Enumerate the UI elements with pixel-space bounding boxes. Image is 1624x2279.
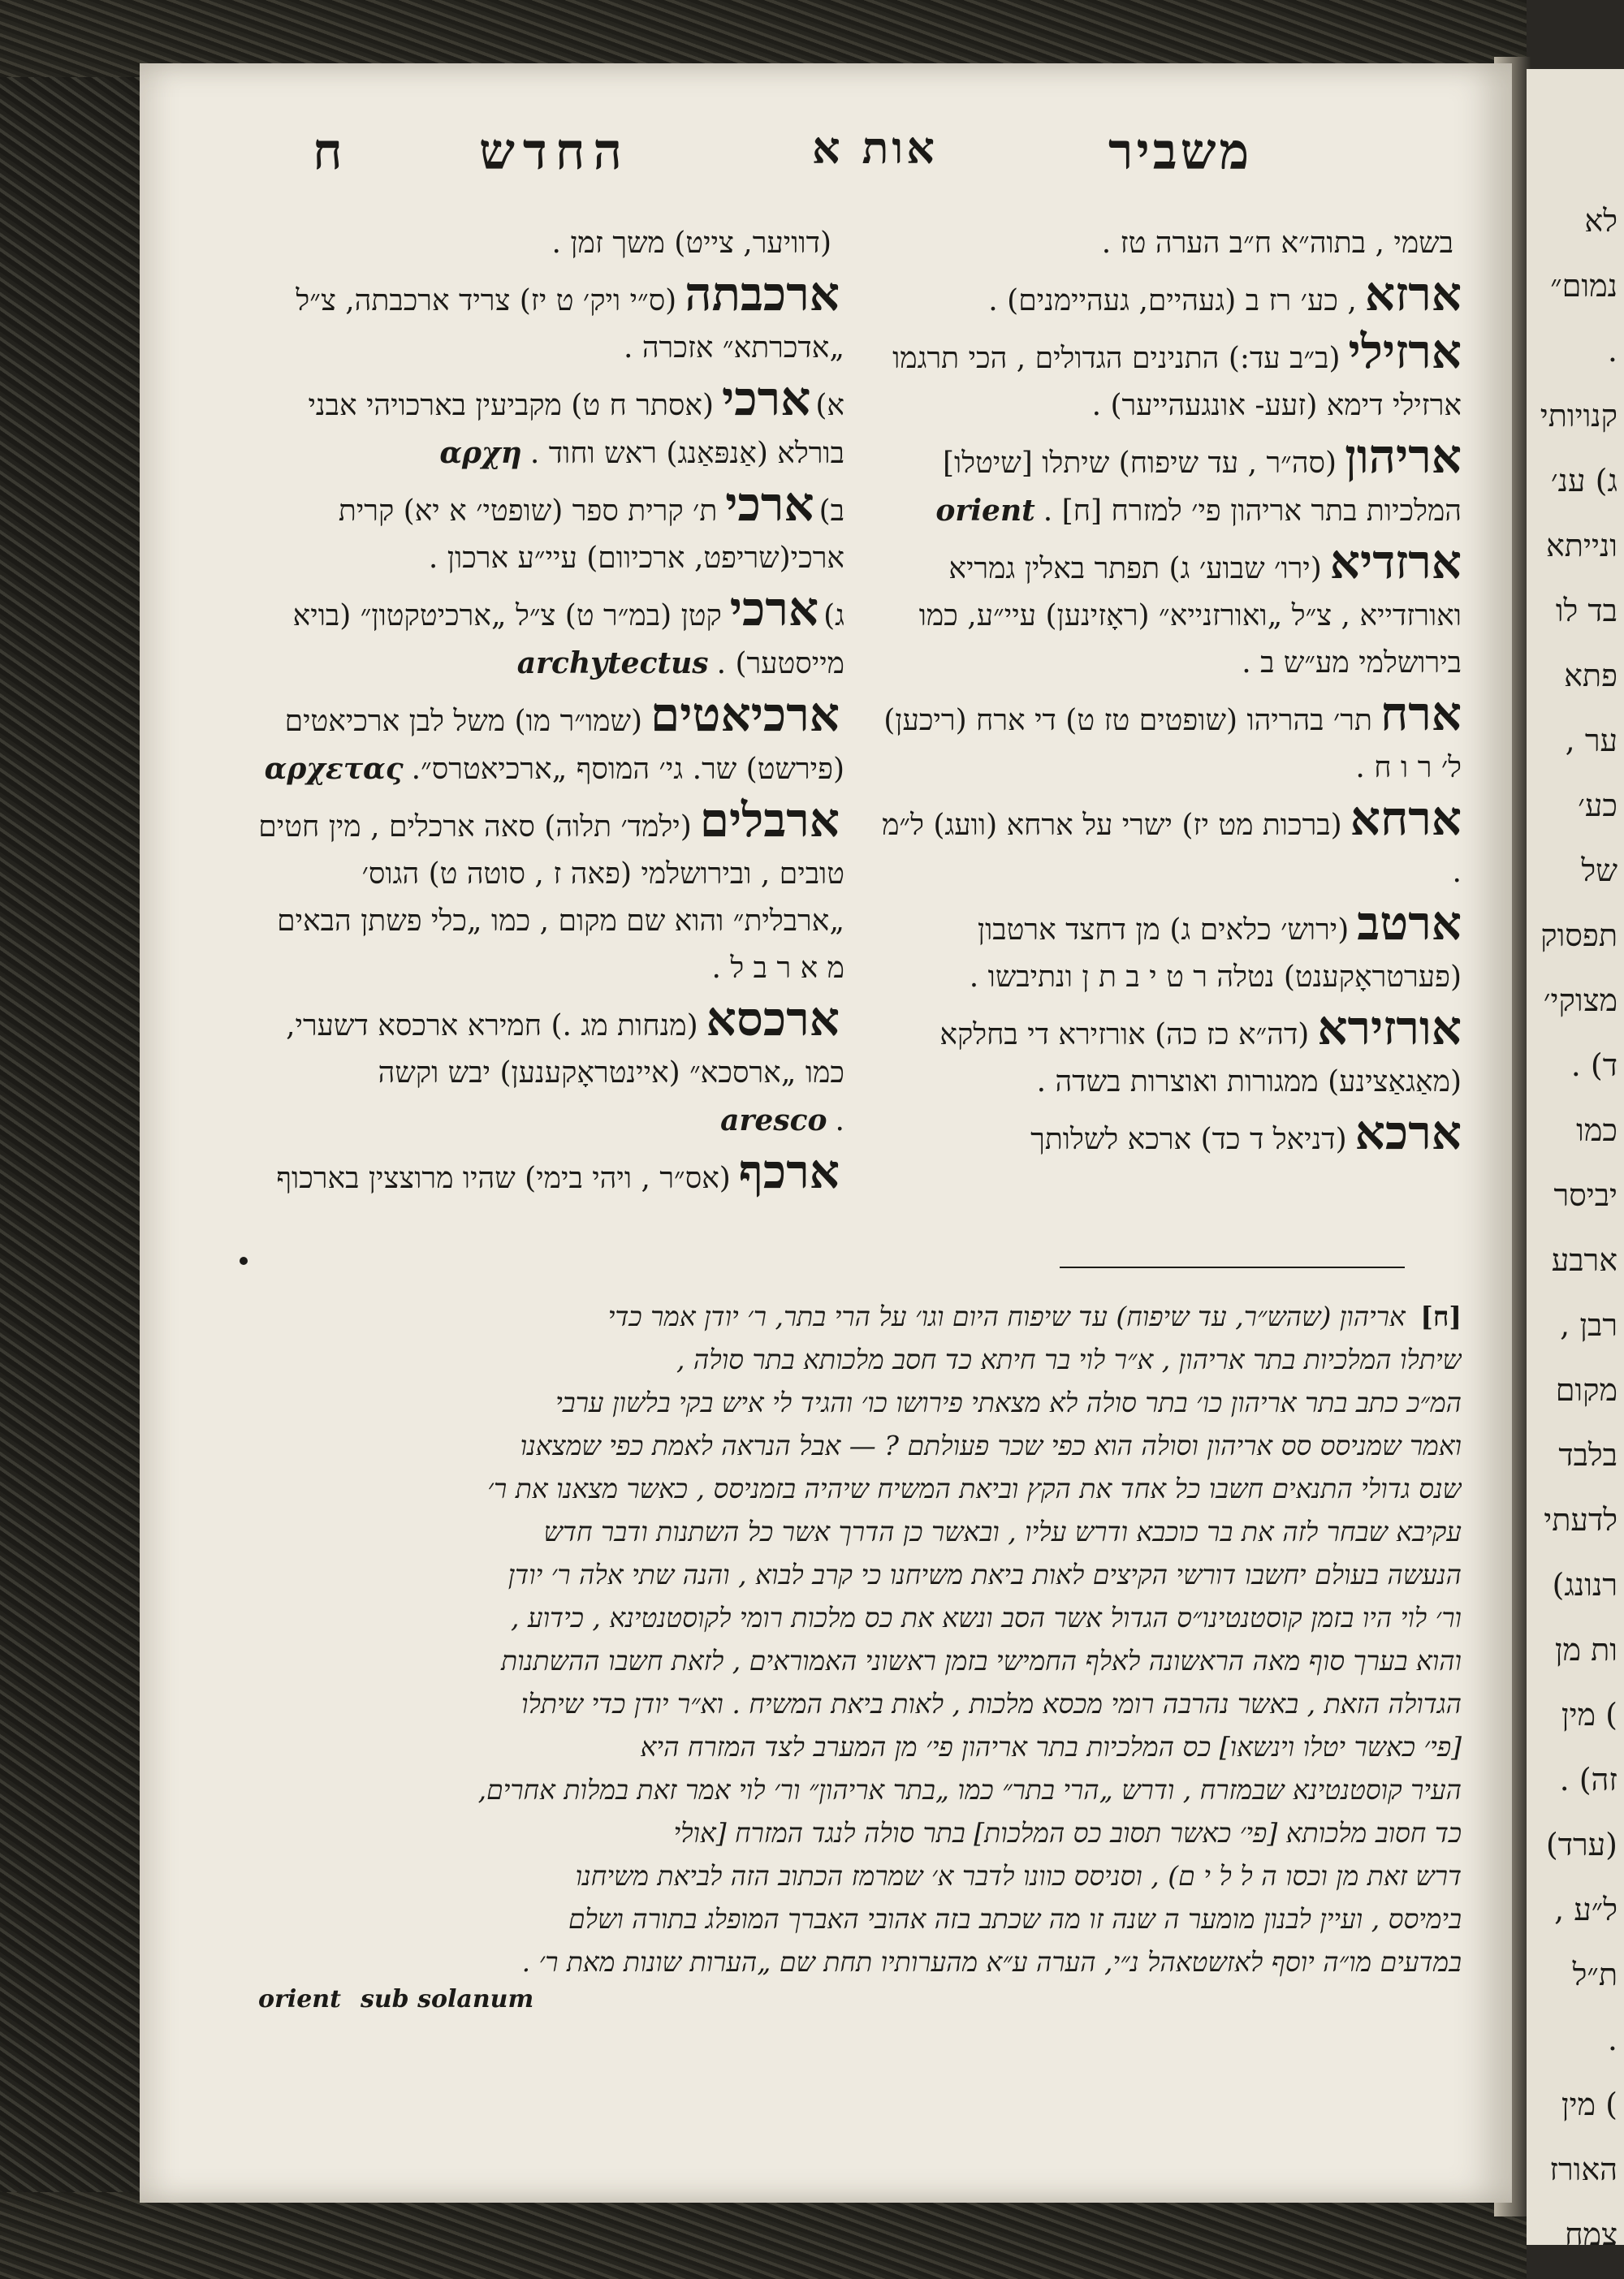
running-title-right: משביר xyxy=(1108,122,1253,181)
entry-definition: (ילמד׳ תלוה) סאה ארכלים , מין חטים טובים , ובירושלמי (פאה ז , סוטה ט) הגוס׳ „ארבלית״ והוא שם מקום , כמו „כלי פשתן הבאים מ א ר ב ל . xyxy=(258,810,844,985)
adjacent-page-fragment: בד לו xyxy=(1555,593,1618,628)
entry-definition: (ירו׳ שבוע׳ ג) תפתר באלין גמריא ואורזדייא , צ״ל „ואורזנייא״ (ראָזינען) עיי״ע, כמו בירושלמי מע״ש ב . xyxy=(918,552,1462,680)
footnote-line: שנס גדולי התנאים חשבו כל אחד את הקץ וביאת המשיח שיהיה בזמניסס , כאשר מצאנו את ר׳ xyxy=(487,1473,1462,1504)
entry-headword: ארכי xyxy=(722,371,811,426)
footnote-label: [ח] xyxy=(1420,1301,1462,1332)
entry-definition: (דניאל ד כד) ארכא לשלותך xyxy=(1030,1123,1347,1156)
entry-definition: (סה״ר , עד שיפוח) שיתלו [שיטלו] המלכיות בתר אריהון פי׳ למזרח [ח] . xyxy=(943,447,1462,528)
adjacent-page-fragment: צמח xyxy=(1565,2216,1618,2245)
footnote-line: העיר קוסטנטינא שבמזרח , ודרש „הרי בתר״ כמו „בתר אריהון״ ור׳ לוי אמר זאת במלות אחרים, xyxy=(477,1774,1462,1806)
footnote-line: המ״כ כתב בתר אריהון כו׳ בתר סולה לא מצאתי פירושו כו׳ והגיד לי איש בקי בלשון ערבי xyxy=(555,1387,1462,1418)
adjacent-page-fragment: נמום״ xyxy=(1550,268,1618,304)
entry-definition: (ברכות מט יז) ישרי על ארחא (וועג) ל״מ . xyxy=(882,809,1462,889)
entry-definition: (ס״י ויק׳ ט יז) צריד ארכבתה, צ״ל „אדכרתא״ אזכרה . xyxy=(296,284,844,365)
dictionary-entry xyxy=(875,266,1462,325)
entry-foreign-term: archytectus xyxy=(516,646,709,680)
footnote-line: [פי׳ כאשר יטלו וינשאו] כס המלכיות בתר אריהון פי׳ מן המערב לצד המזרח היא xyxy=(640,1731,1462,1763)
adjacent-page-fragment: ות מן xyxy=(1554,1632,1618,1668)
adjacent-page-fragment: ארבע xyxy=(1551,1242,1618,1278)
adjacent-page-fragment: ) מין xyxy=(1561,2087,1618,2122)
entry-definition: קטן (במ״ר ט) צ״ל „ארכיטקטון״ (בויא מייסטער) . xyxy=(292,599,844,680)
adjacent-page-fragment: כמו xyxy=(1576,1112,1618,1148)
adjacent-page-fragment: ער , xyxy=(1565,723,1618,758)
entry-headword: ארכא xyxy=(1354,1105,1462,1160)
entry-headword: ארכי xyxy=(729,581,819,637)
entry-foreign-term: αρχη xyxy=(439,436,522,470)
adjacent-page-fragment: ג) ענ׳ xyxy=(1550,463,1618,499)
adjacent-page-fragment: לדעתי xyxy=(1544,1502,1618,1538)
entry-headword: אורזירא xyxy=(1317,1000,1462,1055)
dictionary-column-right xyxy=(875,213,1462,1167)
footnote-line: והוא בערך סוף מאה הראשונה לאלף החמישי בזמן ראשוני האמוראים , לזאת חשבו ההשתנות xyxy=(501,1645,1462,1677)
footnote-foreign-term: orient xyxy=(258,1985,341,2014)
entry-headword: אריהון xyxy=(1345,429,1462,484)
adjacent-page-fragment: מצוקי׳ xyxy=(1543,982,1618,1018)
adjacent-page-fragment: האורז xyxy=(1549,2152,1618,2187)
dictionary-entry xyxy=(258,792,844,992)
section-letter: אות א xyxy=(812,122,938,174)
dictionary-entry xyxy=(875,896,1462,1001)
entry-definition: (שמו״ר מו) משל לבן ארכיאטים (פירשט) שר. גי׳ המוסף „ארכיאטרס״. xyxy=(284,705,844,786)
entry-headword: ארחא xyxy=(1350,791,1462,846)
adjacent-page-fragment: יביסר xyxy=(1553,1177,1618,1213)
adjacent-page-fragment: ונייתא xyxy=(1546,528,1618,563)
entry-definition: ת׳ קרית ספר (שופטי׳ א יא) קרית ארכי(שריפט, ארכיוום) עיי״ע ארכון . xyxy=(338,494,844,575)
adjacent-page-fragment: . xyxy=(1607,333,1618,369)
entry-definition: (ירוש׳ כלאים ג) מן דחצד ארטבון (פערטראָקענט) נטלה ר ט י ב ת ן ונתיבשו . xyxy=(969,913,1462,994)
footnote-block xyxy=(258,1295,1462,2016)
footnote-line: הגדולה הזאת , באשר נהרבה רומי מכסא מלכות , לאות ביאת המשיח . וא״ר יודן כדי שיתלו xyxy=(521,1688,1462,1720)
entry-number: ב) xyxy=(818,494,844,528)
dictionary-entry xyxy=(258,477,844,582)
dictionary-entry xyxy=(258,371,844,477)
dictionary-entry xyxy=(875,534,1462,687)
entry-definition: (אס״ר , ויהי בימי) שהיו מרוצצין בארכוף xyxy=(276,1162,731,1195)
adjacent-page-fragment: זה) . xyxy=(1559,1762,1618,1798)
dictionary-entry xyxy=(875,686,1462,792)
entry-headword: ארח xyxy=(1380,686,1462,741)
entry-headword: ארכבתה xyxy=(685,266,840,322)
footnote-foreign-term: sub solanum xyxy=(360,1985,534,2014)
footnote-line: ור׳ לוי היו בזמן קוסטנטינו״ס הגדול אשר הסב ונשא את כס מלכות רומי לקוסטנטינא , כידוע , xyxy=(510,1602,1462,1634)
running-title-left: החדש xyxy=(479,122,631,181)
adjacent-page-fragment: של xyxy=(1581,852,1618,888)
dictionary-entry xyxy=(875,1000,1462,1106)
adjacent-page-fragment: ל״ע , xyxy=(1554,1892,1618,1927)
entry-definition: , כע׳ רז ב (געהיים, געהיימנים) . xyxy=(988,284,1357,317)
adjacent-page-fragment: ) מין xyxy=(1561,1697,1618,1733)
adjacent-page-fragment: רבן , xyxy=(1560,1307,1618,1343)
adjacent-page-fragment: ת״ל xyxy=(1572,1957,1618,1992)
entry-definition: תר׳ בהריהו (שופטים טז ט) די ארח (ריכען) ל׳ ר ו ח . xyxy=(883,704,1462,784)
dictionary-entry xyxy=(875,429,1462,535)
entry-headword: ארזא xyxy=(1364,266,1462,322)
dictionary-entry xyxy=(875,1105,1462,1163)
entry-definition: (דה״א כז כה) אורזירא די בחלקא (מאַגאַצינע) ממגורות ואוצרות בשדה . xyxy=(939,1018,1462,1098)
entry-foreign-term: aresco xyxy=(720,1103,827,1137)
entry-definition: (אסתר ח ט) מקביעין בארכויהי אבני בורלא (אַנפּאַנג) ראש וחוד . xyxy=(308,389,844,470)
entry-headword: ארבלים xyxy=(699,792,840,848)
entry-headword: ארזילי xyxy=(1348,324,1462,379)
footnote-line: במדעים מו״ה יוסף לאזשטאהל נ״י, הערה ע״א מהערותיו תחת שם „הערות שונות מאת ר׳ . xyxy=(521,1946,1462,1978)
entry-headword: ארכי xyxy=(725,477,814,532)
adjacent-page-fragment: לא xyxy=(1584,203,1618,239)
entry-number: ג) xyxy=(823,599,844,632)
adjacent-page-fragment: רנונג) xyxy=(1552,1567,1618,1603)
entry-definition: (דוויער, צייט) משך זמן . xyxy=(551,227,831,260)
footnote-line: ואמר שמניסס סס אריהון וסולה הוא כפי שכר פעולתם ? — אבל הנראה לאמת כפי שמצאנו xyxy=(520,1430,1462,1461)
entry-headword: ארזדיא xyxy=(1329,534,1462,589)
dictionary-entry xyxy=(258,687,844,793)
entry-headword: ארכסא xyxy=(706,991,840,1047)
adjacent-page-fragment: קנויותי xyxy=(1540,398,1618,434)
footnote-line: עקיבא שבחר לזה את בר כוכבא ודרש עליו , ובאשר כן הדרך אשר כל השתנות ודבר חדש xyxy=(543,1516,1462,1547)
dictionary-entry xyxy=(258,1144,844,1202)
adjacent-page-fragment: תפסוק xyxy=(1540,917,1618,953)
book-binding-bottom xyxy=(0,2192,1527,2279)
entry-headword: ארכף xyxy=(738,1144,840,1199)
entry-definition: (ב״ב עד:) התנינים הגדולים , הכי תרגמו ארזילי דימא (זעע- אונגעהייער) . xyxy=(892,342,1462,422)
footnote-rule xyxy=(1060,1267,1405,1268)
dictionary-entry xyxy=(875,213,1462,267)
entry-number: א) xyxy=(815,389,844,422)
dictionary-entry xyxy=(258,213,844,267)
entry-headword: ארטב xyxy=(1357,896,1462,951)
dictionary-entry xyxy=(258,266,844,372)
footnote-line: בימיסס , ועיין לבנון מומער ה שנה זו מה שכתב בזה אהובי האברך המופלג בתורה ושלם xyxy=(568,1903,1462,1935)
footnote-line: כד חסוב מלכותא [פי׳ כאשר תסוב כס המלכות] בתר סולה לנגד המזרח [אולי xyxy=(673,1817,1462,1849)
entry-definition: בשמי , בתוה״א ח״ב הערה טז . xyxy=(1101,227,1453,260)
adjacent-page-fragment: בלבד xyxy=(1558,1437,1618,1473)
adjacent-page-fragment: ד) . xyxy=(1570,1047,1618,1083)
dictionary-entry xyxy=(875,791,1462,896)
entry-headword: ארכיאטים xyxy=(650,687,840,742)
footnote-foreign-terms xyxy=(258,1983,1462,2016)
footnote-line: דרש זאת מן וכסו ה ל ל י ם) , וסניסס כוונו לדבר א׳ שמרמז הכתוב הזה לביאת משיחנו xyxy=(575,1860,1462,1892)
book-binding xyxy=(0,0,146,2279)
adjacent-page-fragment: (ערד) xyxy=(1545,1827,1618,1862)
adjacent-page-fragment: פתא xyxy=(1564,658,1618,693)
page-marker: ח xyxy=(313,122,346,181)
adjacent-page-fragment: מקום xyxy=(1555,1372,1618,1408)
footnote-line: הנעשה בעולם יחשבו דורשי הקיצים לאות ביאת משיחנו כי קרב לבוא , והנה שתי אלה ר׳ יודן xyxy=(508,1559,1462,1591)
entry-foreign-term: αρχετας xyxy=(264,752,404,786)
dictionary-entry xyxy=(258,581,844,688)
footnote-line: אריהון (שהש״ר, עד שיפוח) עד שיפוח היום וגו׳ על הרי בתר, ר׳ יודן אמר כדי xyxy=(607,1301,1406,1332)
adjacent-page-fragment: . xyxy=(1607,2022,1618,2057)
entry-definition: (מנחות מג .) חמירא ארכסא דשערי, כמו „ארסכא״ (איינטראָקענען) יבש וקשה . xyxy=(286,1009,844,1137)
entry-foreign-term: orient xyxy=(935,494,1035,528)
footnote-line: שיתלו המלכיות בתר אריהון , א״ר לוי בר חיתא כד חסב מלכותא בתר סולה , xyxy=(676,1344,1462,1375)
dictionary-column-left xyxy=(258,213,844,1206)
dictionary-entry xyxy=(875,324,1462,429)
adjacent-page xyxy=(1527,69,1624,2245)
adjacent-page-fragment: כע׳ xyxy=(1578,788,1618,823)
dictionary-entry xyxy=(258,991,844,1145)
margin-dot xyxy=(240,1257,248,1265)
